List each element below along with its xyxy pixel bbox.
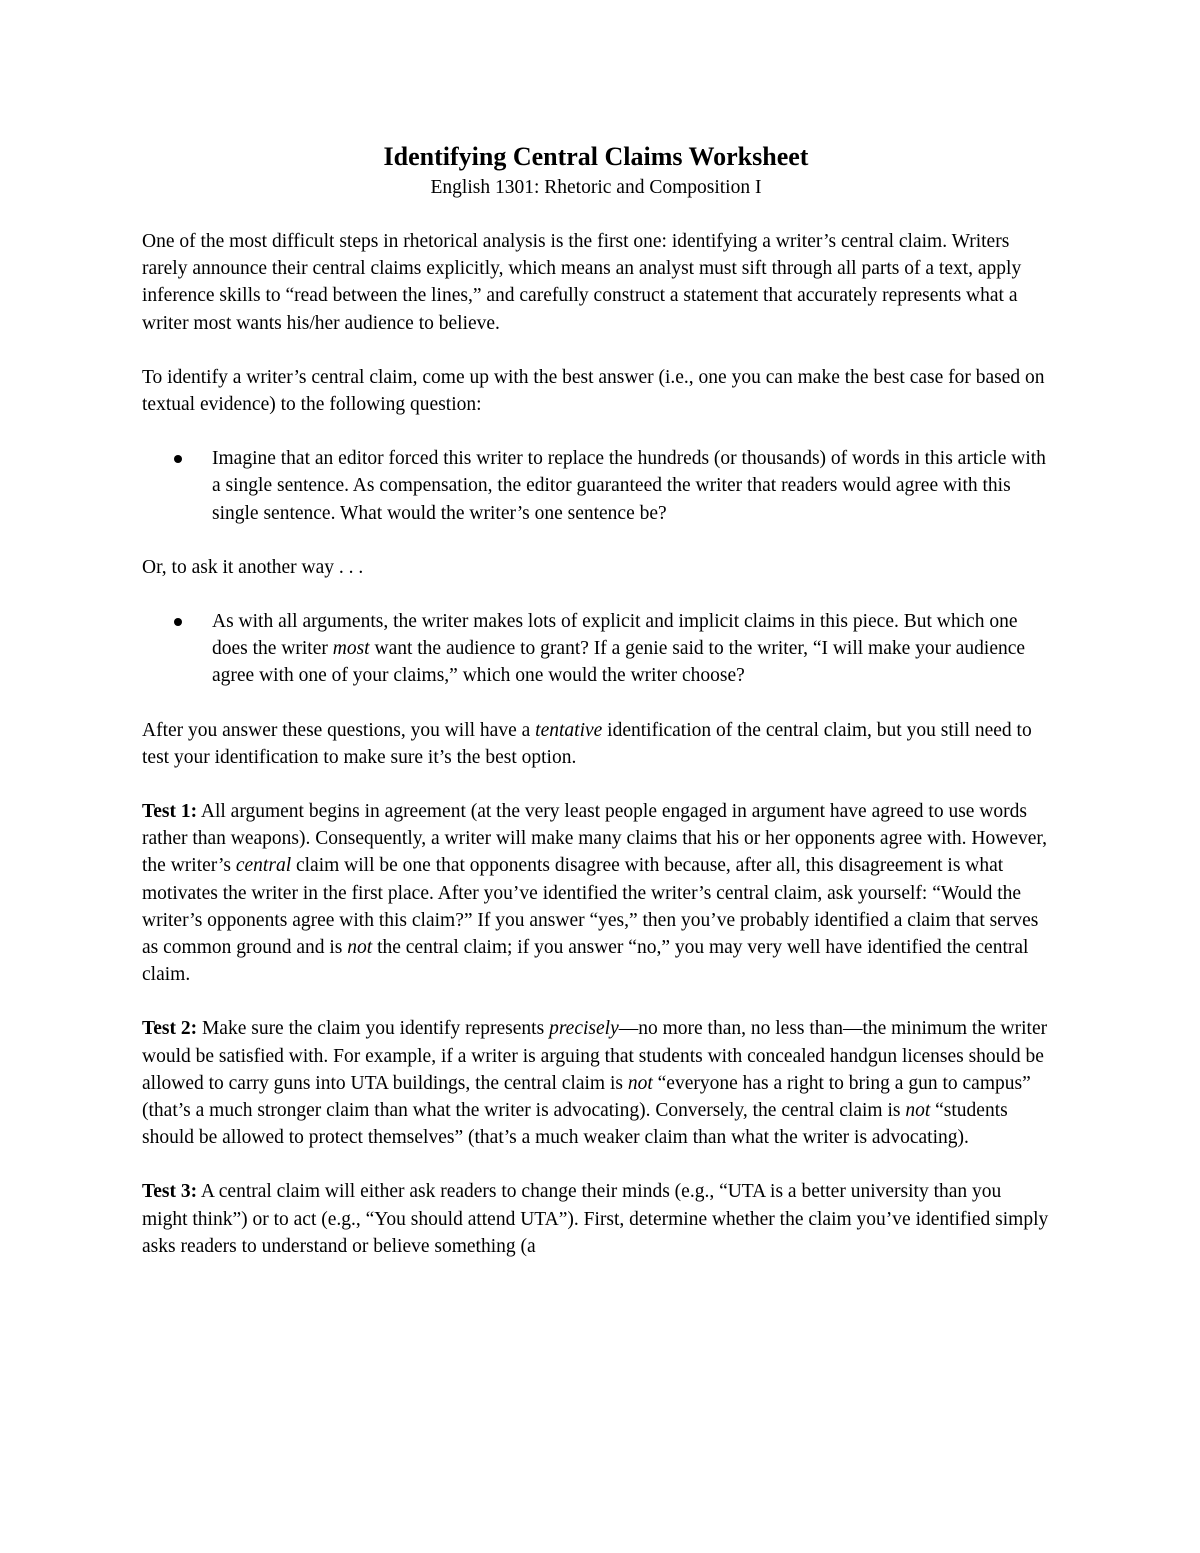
- bullet-icon: [174, 455, 182, 463]
- paragraph-text: Make sure the claim you identify represents: [197, 1018, 550, 1040]
- intro-paragraph: One of the most difficult steps in rhetorical analysis is the first one: identifying a writer’s central claim. Writers rarely announce their central claims explicitly, which means an analyst must sift through all parts of a text, apply inference skills to “read between the lines,” and carefully construct a statement that accurately represents what a writer most wants his/her audience to believe.: [142, 231, 1022, 334]
- paragraph-text: “students should be allowed to protect themselves” (that’s a much weaker claim than what the writer is advocating).: [142, 1100, 1008, 1149]
- paragraph-text: identification of the central claim, but you still need to test your identification to make sure it’s the best option.: [142, 719, 1032, 768]
- test-3-paragraph: [142, 1178, 1050, 1260]
- bullet-text: Imagine that an editor forced this writer to replace the hundreds (or thousands) of words in this article with a single sentence. As compensation, the editor guaranteed the writer that readers would agree with this single sentence. What would the writer’s one sentence be?: [212, 448, 1046, 524]
- paragraph-text: A central claim will either ask readers to change their minds (e.g., “UTA is a better university than you might think”) or to act (e.g., “You should attend UTA”). First, determine whether the claim you’ve identified simply asks readers to understand or believe something (a: [142, 1181, 1049, 1257]
- list-item: [142, 608, 1050, 690]
- paragraph-text: the central claim; if you answer “no,” you may very well have identified the central claim.: [142, 937, 1029, 986]
- emphasis-text: not: [905, 1100, 931, 1122]
- page-title: Identifying Central Claims Worksheet: [383, 142, 809, 171]
- test-1-paragraph: [142, 798, 1050, 988]
- bullet-text-part: want the audience to grant? If a genie said to the writer, “I will make your audience agree with one of your claims,” which one would the writer choose?: [212, 638, 1026, 687]
- question-intro-paragraph: To identify a writer’s central claim, come up with the best answer (i.e., one you can make the best case for based on textual evidence) to the following question:: [142, 366, 1045, 416]
- list-item: [142, 445, 1050, 527]
- paragraph-text: All argument begins in agreement (at the very least people engaged in argument have agreed to use words rather than weapons). Consequently, a writer will make many claims that his or her opponents agree with. However, the writer’s: [142, 801, 1047, 877]
- emphasis-text: central: [235, 855, 292, 877]
- after-paragraph: [142, 717, 1050, 771]
- test-2-label: Test 2:: [142, 1018, 198, 1040]
- test-3-label: Test 3:: [142, 1181, 198, 1203]
- paragraph-text: After you answer these questions, you will have a: [142, 719, 536, 741]
- emphasis-text: precisely: [549, 1018, 619, 1040]
- emphasis-text: tentative: [535, 719, 603, 741]
- paragraph-text: claim will be one that opponents disagree with because, after all, this disagreement is what motivates the writer in the first place. After you’ve identified the writer’s central claim, ask yourself: “Would the writer’s opponents agree with this claim?” If you answer “yes,” then you’ve probably identified a claim that serves as common ground and is: [142, 855, 1039, 959]
- or-line: Or, to ask it another way . . .: [142, 556, 364, 578]
- test-2-paragraph: [142, 1015, 1050, 1151]
- bullet-list-1: [142, 445, 1050, 527]
- bullet-text-part: As with all arguments, the writer makes lots of explicit and implicit claims in this piece. But which one does the writer: [212, 611, 1018, 660]
- emphasis-text: not: [627, 1072, 653, 1094]
- test-1-label: Test 1:: [142, 801, 198, 823]
- emphasis-text: most: [332, 638, 370, 660]
- page-subtitle: English 1301: Rhetoric and Composition I: [430, 177, 762, 198]
- bullet-list-2: [142, 608, 1050, 690]
- paragraph-text: —no more than, no less than—the minimum the writer would be satisfied with. For example, if a writer is arguing that students with concealed handgun licenses should be allowed to carry guns into UTA buildings, the central claim is: [142, 1018, 1048, 1094]
- emphasis-text: not: [347, 937, 373, 959]
- paragraph-text: “everyone has a right to bring a gun to campus” (that’s a much stronger claim than what the writer is advocating). Conversely, the central claim is: [142, 1072, 1031, 1122]
- bullet-icon: [174, 618, 182, 626]
